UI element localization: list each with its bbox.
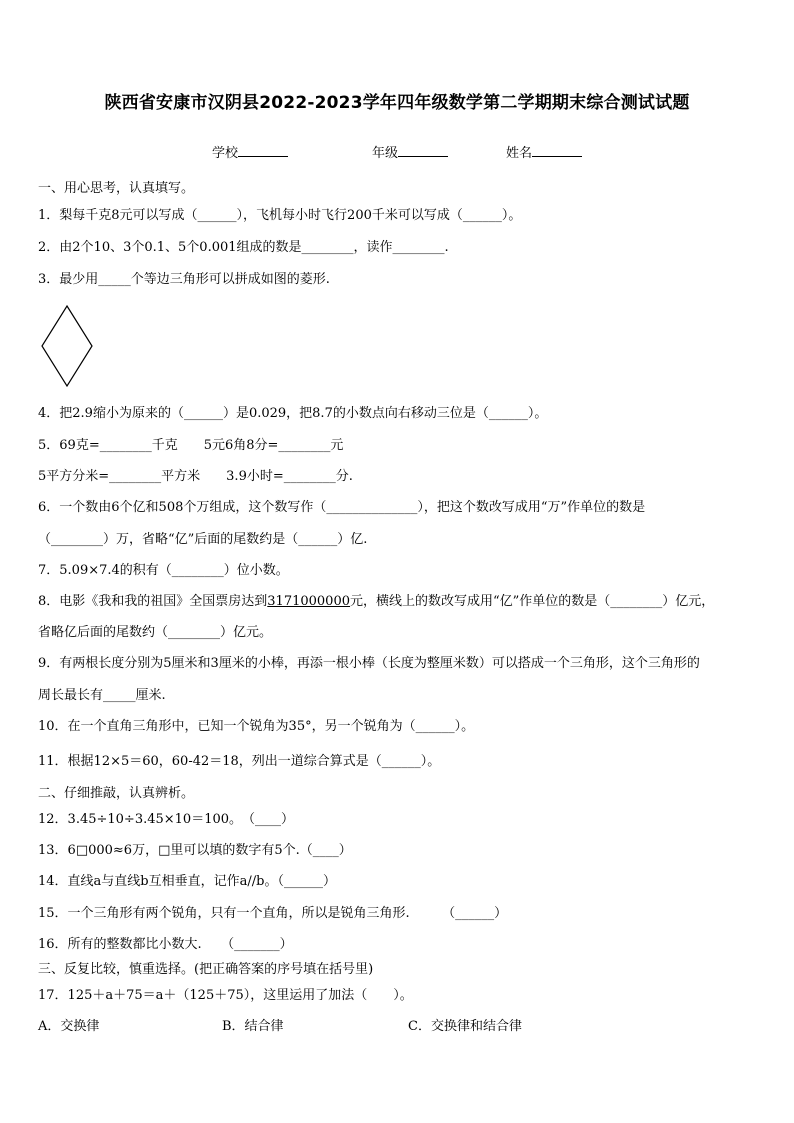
question-15: 15．一个三角形有两个锐角，只有一个直角，所以是锐角三角形. （______） xyxy=(38,906,508,921)
option-a: A．交换律 xyxy=(38,1019,100,1034)
question-2: 2．由2个10、3个0.1、5个0.001组成的数是________，读作________. xyxy=(38,240,449,255)
question-5-line-1: 5．69克=________千克 5元6角8分=________元 xyxy=(38,438,344,453)
name-field xyxy=(506,142,582,161)
page-title: 陕西省安康市汉阴县2022-2023学年四年级数学第二学期期末综合测试试题 xyxy=(104,93,690,113)
question-6-line-2: （________）万，省略“亿”后面的尾数约是（______）亿. xyxy=(38,532,368,547)
question-7: 7．5.09×7.4的积有（________）位小数。 xyxy=(38,563,289,578)
section-3-heading: 三、反复比较，慎重选择。(把正确答案的序号填在括号里) xyxy=(38,962,374,977)
section-1-heading: 一、用心思考，认真填写。 xyxy=(38,181,195,196)
school-label: 学校 xyxy=(212,146,239,161)
question-10: 10．在一个直角三角形中，已知一个锐角为35°，另一个锐角为（______）。 xyxy=(38,719,475,734)
school-field xyxy=(212,142,288,161)
name-label: 姓名 xyxy=(506,146,533,161)
question-9-line-1: 9．有两根长度分别为5厘米和3厘米的小棒，再添一根小棒（长度为整厘米数）可以搭成一个三角形，这个三角形的 xyxy=(38,656,700,671)
box-office-number: 3171000000 xyxy=(267,594,350,609)
question-16: 16．所有的整数都比小数大. （_______） xyxy=(38,937,293,952)
question-1: 1．梨每千克8元可以写成（______），飞机每小时飞行200千米可以写成（______）。 xyxy=(38,208,522,223)
section-2-heading: 二、仔细推敲，认真辨析。 xyxy=(38,786,195,801)
name-blank xyxy=(532,143,582,157)
grade-label: 年级 xyxy=(372,146,399,161)
question-17: 17．125＋a＋75＝a＋（125＋75），这里运用了加法（ ）。 xyxy=(38,988,413,1003)
question-9-line-2: 周长最长有_____厘米. xyxy=(38,688,166,703)
question-8-line-2: 省略亿后面的尾数约（________）亿元。 xyxy=(38,625,273,640)
question-8-prefix: 8．电影《我和我的祖国》全国票房达到 xyxy=(38,594,268,609)
question-8-line-1 xyxy=(38,594,714,610)
grade-field xyxy=(372,142,448,161)
option-b: B．结合律 xyxy=(222,1019,284,1034)
school-blank xyxy=(238,143,288,157)
question-14: 14．直线a与直线b互相垂直，记作a//b。（______） xyxy=(38,874,336,889)
question-4: 4．把2.9缩小为原来的（______）是0.029，把8.7的小数点向右移动三位是（______）。 xyxy=(38,406,548,421)
question-12: 12．3.45÷10÷3.45×10＝100。 （____） xyxy=(38,812,295,827)
question-8-suffix: 元，横线上的数改写成用“亿”作单位的数是（________）亿元， xyxy=(350,594,715,609)
question-11: 11．根据12×5＝60，60-42＝18，列出一道综合算式是（______）。 xyxy=(38,754,441,769)
question-5-line-2: 5平方分米=________平方米 3.9小时=________分. xyxy=(38,469,353,484)
question-3: 3．最少用_____个等边三角形可以拼成如图的菱形. xyxy=(38,272,330,287)
question-13: 13．6□000≈6万，□里可以填的数字有5个.（____） xyxy=(38,843,352,858)
option-c: C．交换律和结合律 xyxy=(408,1019,522,1034)
question-6-line-1: 6．一个数由6个亿和508个万组成，这个数写作（______________），把这个数改写成用“万”作单位的数是 xyxy=(38,500,646,515)
rhombus-figure xyxy=(40,304,94,388)
grade-blank xyxy=(398,143,448,157)
